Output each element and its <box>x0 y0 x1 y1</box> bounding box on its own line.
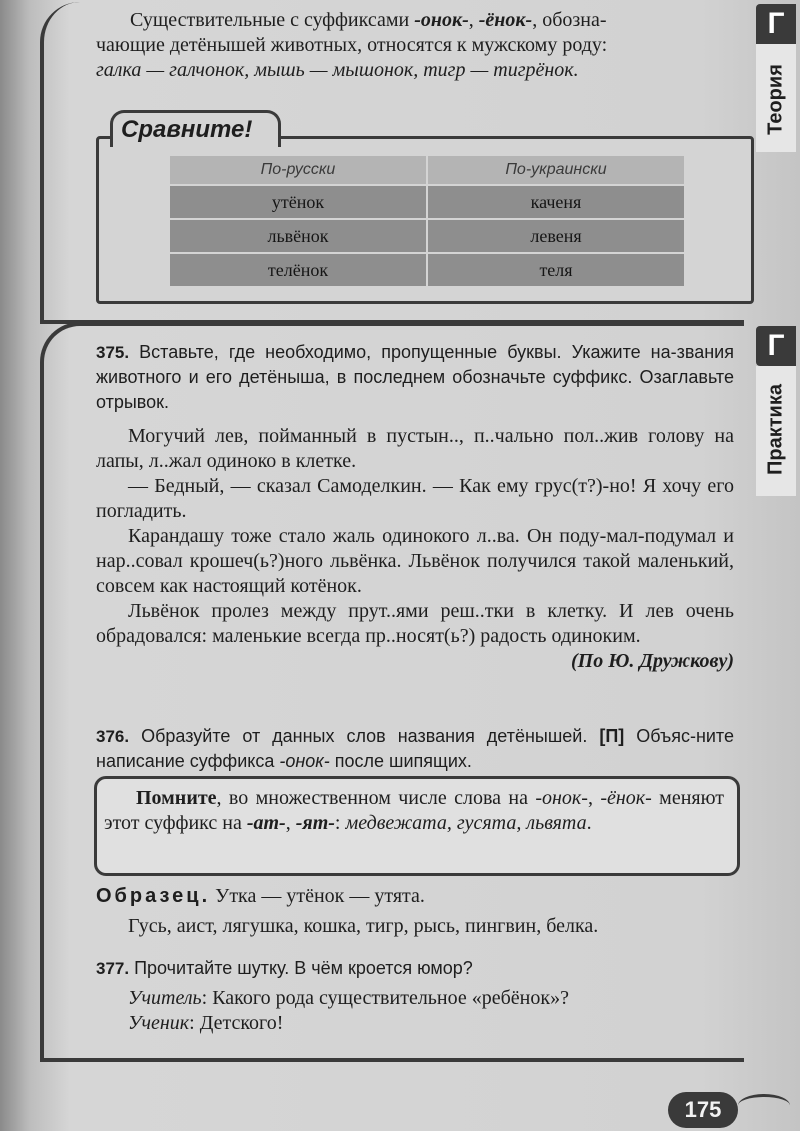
remember-text-2: меняют этот суффикс на <box>104 787 725 834</box>
paragraph-1: Могучий лев, пойманный в пустын.., п..чально пол..жив голову на лапы, л..жал одиноко в клетке. <box>96 425 734 472</box>
table-cell: телёнок <box>169 253 427 287</box>
paragraph-2: — Бедный, — сказал Самоделкин. — Как ему грус(т?)-но! Я хочу его погладить. <box>96 475 734 522</box>
header-ukrainian: По-украински <box>427 155 685 185</box>
rule-suffix-yonok: -ёнок- <box>478 9 533 31</box>
remember-keyword: Помните <box>136 787 217 809</box>
page-number: 175 <box>668 1092 738 1128</box>
remember-dot: . <box>586 812 592 834</box>
teacher-label: Учитель <box>128 987 202 1009</box>
table-row <box>169 253 685 287</box>
rule-line-2: чающие детёнышей животных, относятся к мужскому роду: <box>96 34 608 56</box>
remember-suffix-at: -ат- <box>246 812 286 834</box>
remember-comma: , <box>285 812 296 834</box>
pair-work-marker: [П] <box>599 726 625 746</box>
sample-label: Образец. <box>96 885 211 907</box>
task-suffix: -онок- <box>279 751 330 771</box>
remember-suffix-yat: -ят- <box>295 812 335 834</box>
teacher-line: : Какого рода существительное «ребёнок»? <box>201 987 569 1009</box>
table-cell: львёнок <box>169 219 427 253</box>
table-cell: левеня <box>427 219 685 253</box>
paragraph-4: Львёнок пролез между прут..ями реш..тки в клетку. И лев очень обрадовался: маленькие всегда пр..носят(ь?) радость одиноким. <box>96 600 734 647</box>
theory-tab-label: Теория <box>764 64 787 135</box>
word-list <box>96 914 734 939</box>
remember-examples: медвежата, гусята, львята <box>345 812 587 834</box>
remember-suffix-yonok: -ёнок- <box>600 787 652 809</box>
task-text-start: Образуйте от данных слов названия детёнышей. <box>141 726 600 746</box>
remember-suffix-onok: -онок- <box>535 787 588 809</box>
source-citation: (По Ю. Дружкову) <box>570 650 734 672</box>
remember-colon: : <box>334 812 346 834</box>
exercise-task-text: Вставьте, где необходимо, пропущенные буквы. Укажите на-звания животного и его детёныша, в последнем обозначьте суффикс. Озаглавьте отрывок. <box>96 342 734 412</box>
compare-header-row <box>169 155 685 185</box>
exercise-number: 375. <box>96 343 130 362</box>
exercise-375-task <box>96 340 734 415</box>
exercise-376-task <box>96 724 734 774</box>
table-row <box>169 185 685 219</box>
theory-rule <box>96 8 734 83</box>
table-row <box>169 219 685 253</box>
practice-tab <box>756 326 796 366</box>
theory-tab-label-box <box>756 44 796 152</box>
rule-suffix-onok: -онок- <box>414 9 469 31</box>
compare-title: Сравните! <box>110 110 281 147</box>
word-list-text: Гусь, аист, лягушка, кошка, тигр, рысь, пингвин, белка. <box>128 915 599 937</box>
remember-comma: , <box>587 787 601 809</box>
sample-text: Утка — утёнок — утята. <box>210 885 425 907</box>
remember-text-1: , во множественном числе слова на <box>216 787 536 809</box>
table-cell: теля <box>427 253 685 287</box>
table-cell: утёнок <box>169 185 427 219</box>
header-russian: По-русски <box>169 155 427 185</box>
student-label: Ученик <box>128 1012 190 1034</box>
rule-text-end: , обозна- <box>532 9 607 31</box>
exercise-number: 377. <box>96 959 130 978</box>
practice-tab-letter: Г <box>767 329 785 362</box>
task-text-mid: Объяс-ните написание суффикса <box>96 726 734 771</box>
theory-tab-letter: Г <box>767 7 785 40</box>
practice-tab-label-box <box>756 366 796 496</box>
rule-text-start: Существительные с суффиксами <box>130 9 415 31</box>
table-cell: каченя <box>427 185 685 219</box>
exercise-task-text: Прочитайте шутку. В чём кроется юмор? <box>134 958 473 978</box>
exercise-375-text <box>96 424 734 674</box>
practice-tab-label: Практика <box>764 384 787 475</box>
page-number-flourish <box>738 1094 790 1117</box>
task-text-end: после шипящих. <box>329 751 472 771</box>
rule-comma: , <box>468 9 479 31</box>
remember-text <box>104 786 724 836</box>
exercise-377-task <box>96 956 734 981</box>
paragraph-3: Карандашу тоже стало жаль одинокого л..ва. Он поду-мал-подумал и нар..совал крошеч(ь?)ного львёнка. Львёнок получился такой маленький, совсем как настоящий котёнок. <box>96 525 734 597</box>
rule-examples: галка — галчонок, мышь — мышонок, тигр — тигрёнок. <box>96 59 579 81</box>
sample-line <box>96 884 734 909</box>
joke-dialogue <box>96 986 734 1036</box>
exercise-number: 376. <box>96 727 130 746</box>
student-line: : Детского! <box>189 1012 284 1034</box>
compare-table <box>168 154 686 288</box>
